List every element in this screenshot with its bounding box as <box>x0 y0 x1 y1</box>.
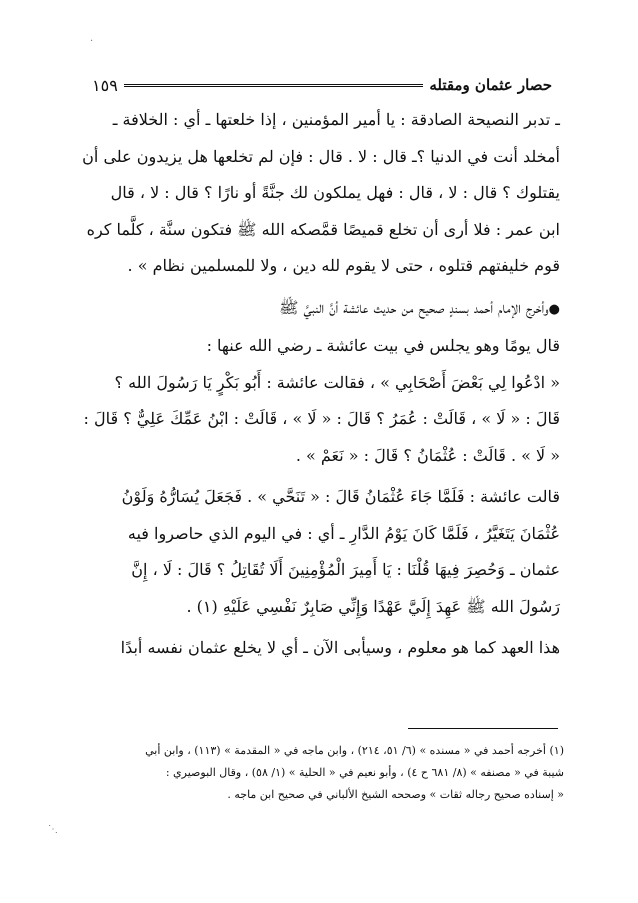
text-line: هذا العهد كما هو معلوم ، وسيأبى الآن ـ أي لا يخلع عثمان نفسه أبدًا <box>120 638 560 657</box>
footnote-separator <box>408 728 558 729</box>
footnote-line: (١) أخرجه أحمد في « مسنده » (٦/ ٥١، ٢١٤) ، وابن ماجه في « المقدمة » (١١٣) ، وابن أبي <box>145 744 564 757</box>
text-line: ـ تدبر النصيحة الصادقة : يا أمير المؤمنين ، إذا خلعتها ـ أي : الخلافة ـ <box>112 110 560 129</box>
text-line: « لَا » . قَالَتْ : عُثْمَانُ ؟ قَالَ : « نَعَمْ » . <box>295 445 560 465</box>
text-line: قوم خليفتهم قتلوه ، حتى لا يقوم لله دين ، ولا للمسلمين نظام » . <box>127 256 560 275</box>
text-line: وأخرج الإمام أحمد بسندٍ صحيح من حديث عائشة أنَّ النبيَّ ﷺ <box>279 297 549 317</box>
text-line: رَسُولَ الله ﷺ عَهِدَ إِلَيَّ عَهْدًا وَإِنِّي صَابِرٌ نَفْسِي عَلَيْهِ (١) . <box>186 596 560 616</box>
scan-speck: · <box>90 36 94 47</box>
running-title: حصار عثمان ومقتله <box>429 76 552 94</box>
footnote-line: شيبة في « مصنفه » (٨/ ٦٨١ ح ٤) ، وأبو نعيم في « الحلية » (١/ ٥٨) ، وقال البوصيري : <box>165 766 564 779</box>
header-rule <box>124 84 424 87</box>
text-line: قالت عائشة : فَلَمَّا جَاءَ عُثْمَانُ قَالَ : « تَنَحَّي » . فَجَعَلَ يُسَارُّهُ وَلَوْنُ <box>121 487 560 506</box>
text-line: قَالَ : « لَا » ، قَالَتْ : عُمَرُ ؟ قَالَ : « لَا » ، قَالَتْ : ابْنُ عَمِّكَ عَلِيٌّ ؟ قَالَ : <box>83 409 560 428</box>
main-text <box>70 102 560 667</box>
footnotes <box>78 740 564 806</box>
text-line: عُثْمَانَ يَتَغَيَّرُ ، فَلَمَّا كَانَ يَوْمُ الدَّارِ ـ أي : في اليوم الذي حاصروا فيه <box>127 523 560 543</box>
bullet-icon: ● <box>548 301 560 317</box>
running-header <box>92 70 552 100</box>
paragraph-first-line <box>70 290 560 329</box>
text-line: أمخلد أنت في الدنيا ؟ـ قال : لا . قال : فإن لم تخلعها هل يزيدون على أن <box>82 146 560 166</box>
text-line: قال يومًا وهو يجلس في بيت عائشة ـ رضي الله عنها : <box>206 336 560 355</box>
scan-speck: ⋰ <box>48 824 58 835</box>
text-line: يقتلوك ؟ قال : لا ، قال : فهل يملكون لك جنَّةً أو نارًا ؟ قال : لا ، قال <box>110 183 560 202</box>
text-line: عثمان ـ وَحُصِرَ فِيهَا قُلْنَا : يَا أَمِيرَ الْمُؤْمِنِينَ أَلَا تُقَاتِلُ ؟ قَالَ : لَا ، إِنَّ <box>131 560 560 579</box>
page-number: ١٥٩ <box>92 75 118 95</box>
footnote-line: « إسناده صحيح رجاله ثقات » وصححه الشيخ الألباني في صحيح ابن ماجه . <box>227 788 564 801</box>
text-line: ابن عمر : فلا أرى أن تخلع قميصًا قمَّصكه الله ﷺ فتكون سنَّة ، كلَّما كره <box>86 219 560 239</box>
text-line: « ادْعُوا لِي بَعْضَ أَصْحَابِي » ، فقالت عائشة : أَبُو بَكْرٍ يَا رَسُولَ الله ؟ <box>114 372 560 392</box>
